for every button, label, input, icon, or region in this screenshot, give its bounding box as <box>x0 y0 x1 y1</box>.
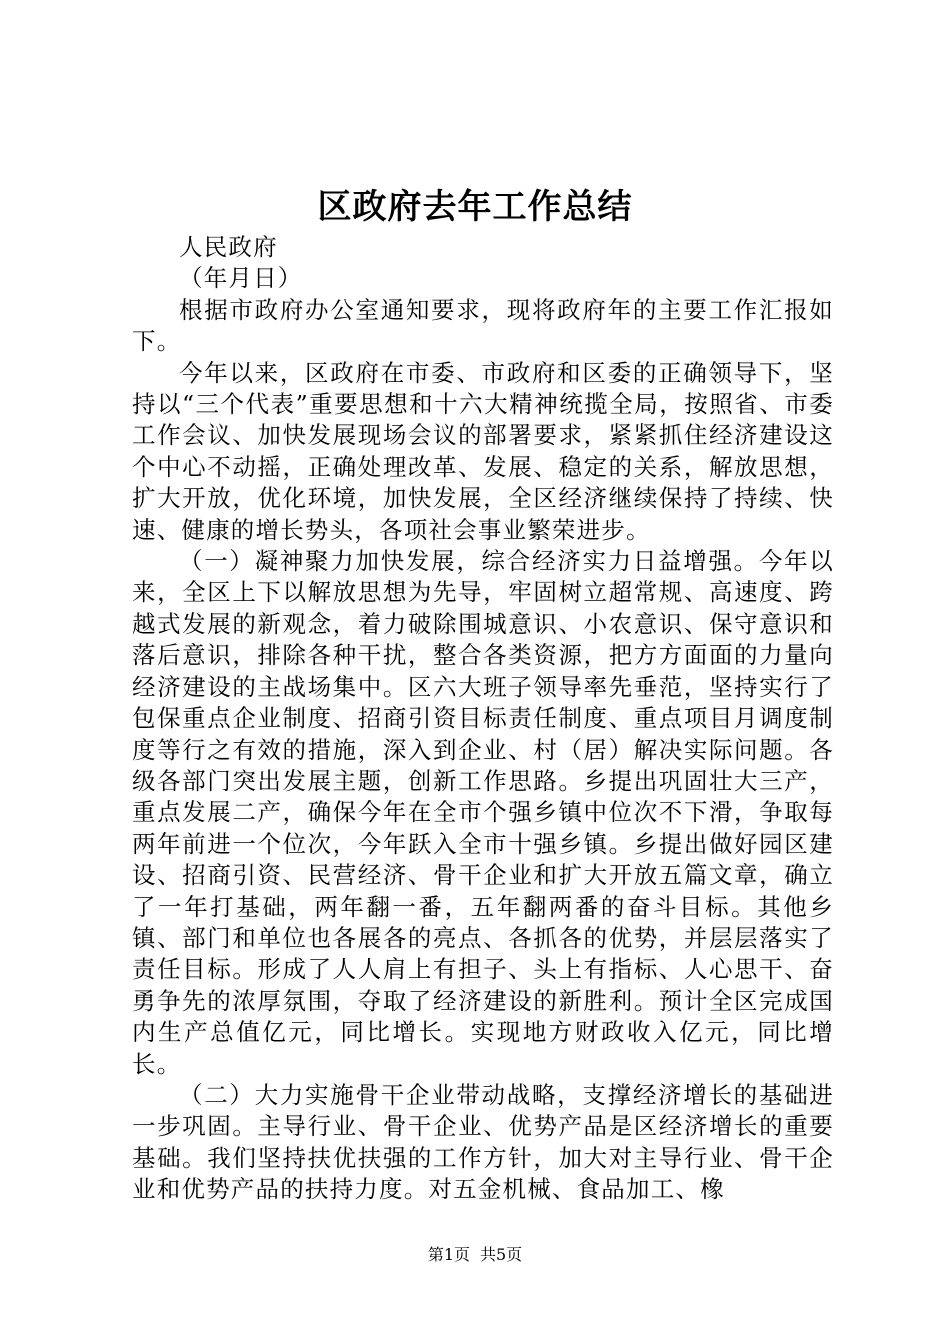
author-line: 人民政府 <box>179 233 278 261</box>
document-title: 区政府去年工作总结 <box>317 187 633 227</box>
paragraph-overview: 今年以来，区政府在市委、市政府和区委的正确领导下，坚持以“三个代表”重要思想和十六大精神统揽全局，按照省、市委工作会议、加快发展现场会议的部署要求，紧紧抓住经济建设这个中心不动摇，正确处理改革、发展、稳定的关系，解放思想，扩大开放，优化环境，加快发展，全区经济继续保持了持续、快速、健康的增长势头，各项社会事业繁荣进步。 <box>132 358 834 544</box>
date-line: （年月日） <box>179 264 303 293</box>
page-number: 第1页 <box>427 1245 470 1264</box>
page-total: 共5页 <box>480 1245 523 1264</box>
page-footer <box>0 1243 950 1267</box>
paragraph-section-1: （一）凝神聚力加快发展，综合经济实力日益增强。今年以来，全区上下以解放思想为先导，牢固树立超常规、高速度、跨越式发展的新观念，着力破除围城意识、小农意识、保守意识和落后意识，排除各种干扰，整合各类资源，把方方面面的力量向经济建设的主战场集中。区六大班子领导率先垂范，坚持实行了包保重点企业制度、招商引资目标责任制度、重点项目月调度制度等行之有效的措施，深入到企业、村（居）解决实际问题。各级各部门突出发展主题，创新工作思路。乡提出巩固壮大三产，重点发展二产，确保今年在全市个强乡镇中位次不下滑，争取每两年前进一个位次，今年跃入全市十强乡镇。乡提出做好园区建设、招商引资、民营经济、骨干企业和扩大开放五篇文章，确立了一年打基础，两年翻一番，五年翻两番的奋斗目标。其他乡镇、部门和单位也各展各的亮点、各抓各的优势，并层层落实了责任目标。形成了人人肩上有担子、头上有指标、人心思干、奋勇争先的浓厚氛围，夺取了经济建设的新胜利。预计全区完成国内生产总值亿元，同比增长。实现地方财政收入亿元，同比增长。 <box>132 547 834 1078</box>
paragraph-intro: 根据市政府办公室通知要求，现将政府年的主要工作汇报如下。 <box>132 295 834 356</box>
document-body <box>132 232 834 1206</box>
paragraph-section-2: （二）大力实施骨干企业带动战略，支撑经济增长的基础进一步巩固。主导行业、骨干企业、优势产品是区经济增长的重要基础。我们坚持扶优扶强的工作方针，加大对主导行业、骨干企业和优势产品的扶持力度。对五金机械、食品加工、橡 <box>132 1080 834 1204</box>
